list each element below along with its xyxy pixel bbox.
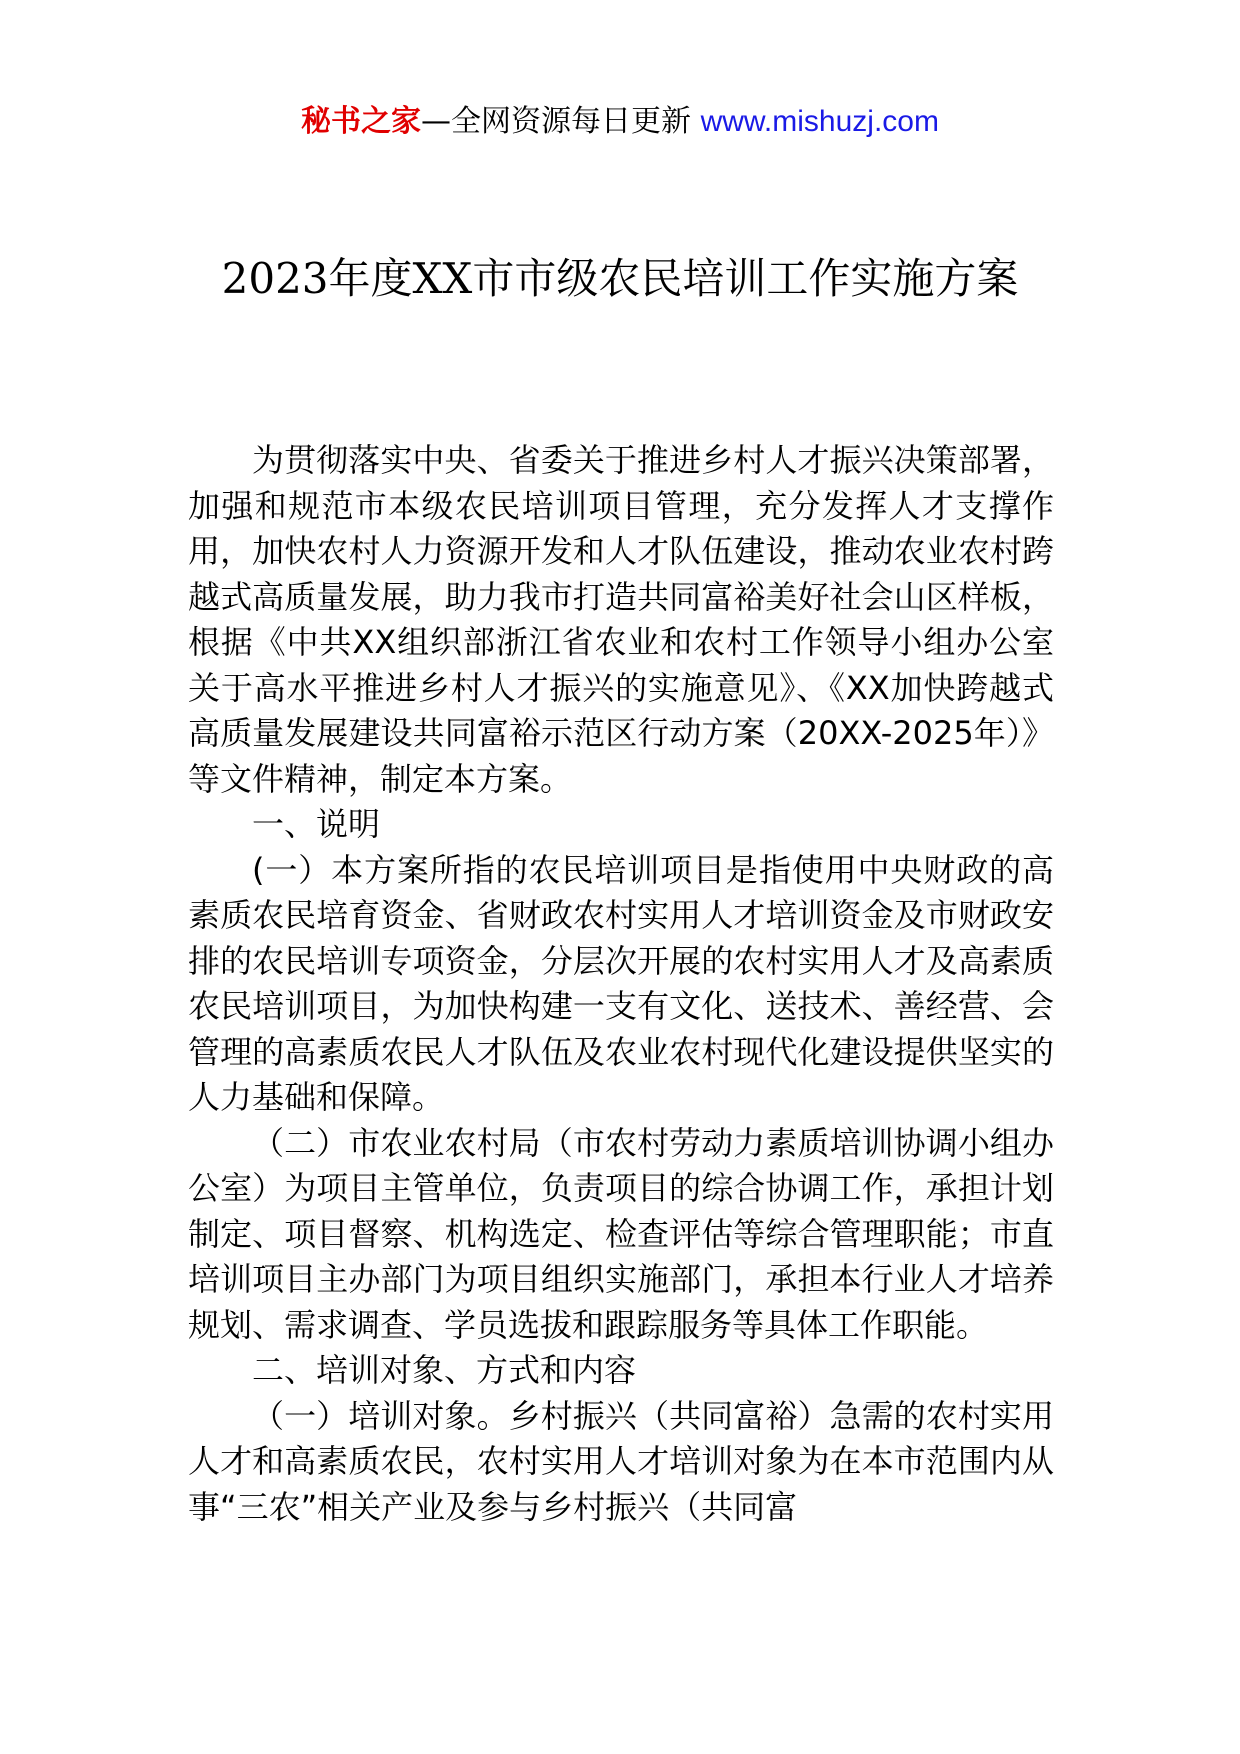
section-1-item-2: （二）市农业农村局（市农村劳动力素质培训协调小组办公室）为项目主管单位，负责项目的综合协调工作，承担计划制定、项目督察、机构选定、检查评估等综合管理职能；市直培训项目主办部门为项目组织实施部门，承担本行业人才培养规划、需求调查、学员选拔和跟踪服务等具体工作职能。: [188, 1123, 1054, 1344]
document-body: [188, 438, 1054, 1530]
section-heading-1: 一、说明: [252, 805, 381, 843]
site-name: 秘书之家: [301, 104, 422, 139]
document-title: 2023年度XX市市级农民培训工作实施方案: [221, 254, 1019, 303]
intro-paragraph: 为贯彻落实中央、省委关于推进乡村人才振兴决策部署，加强和规范市本级农民培训项目管理，充分发挥人才支撑作用，加快农村人力资源开发和人才队伍建设，推动农业农村跨越式高质量发展，助力我市打造共同富裕美好社会山区样板，根据《中共XX组织部浙江省农业和农村工作领导小组办公室关于高水平推进乡村人才振兴的实施意见》、《XX加快跨越式高质量发展建设共同富裕示范区行动方案（20XX-2025年）》等文件精神，制定本方案。: [188, 441, 1054, 798]
section-2-item-1: （一）培训对象。乡村振兴（共同富裕）急需的农村实用人才和高素质农民，农村实用人才培训对象为在本市范围内从事“三农”相关产业及参与乡村振兴（共同富: [188, 1396, 1054, 1526]
section-heading-2: 二、培训对象、方式和内容: [252, 1351, 637, 1389]
site-url-link[interactable]: www.mishuzj.com: [700, 105, 939, 138]
site-header: [0, 100, 1240, 144]
section-1-item-1: (一）本方案所指的农民培训项目是指使用中央财政的高素质农民培育资金、省财政农村实用人才培训资金及市财政安排的农民培训专项资金，分层次开展的农村实用人才及高素质农民培训项目，为加快构建一支有文化、送技术、善经营、会管理的高素质农民人才队伍及农业农村现代化建设提供坚实的人力基础和保障。: [188, 850, 1054, 1116]
site-tagline: —全网资源每日更新: [421, 104, 701, 139]
